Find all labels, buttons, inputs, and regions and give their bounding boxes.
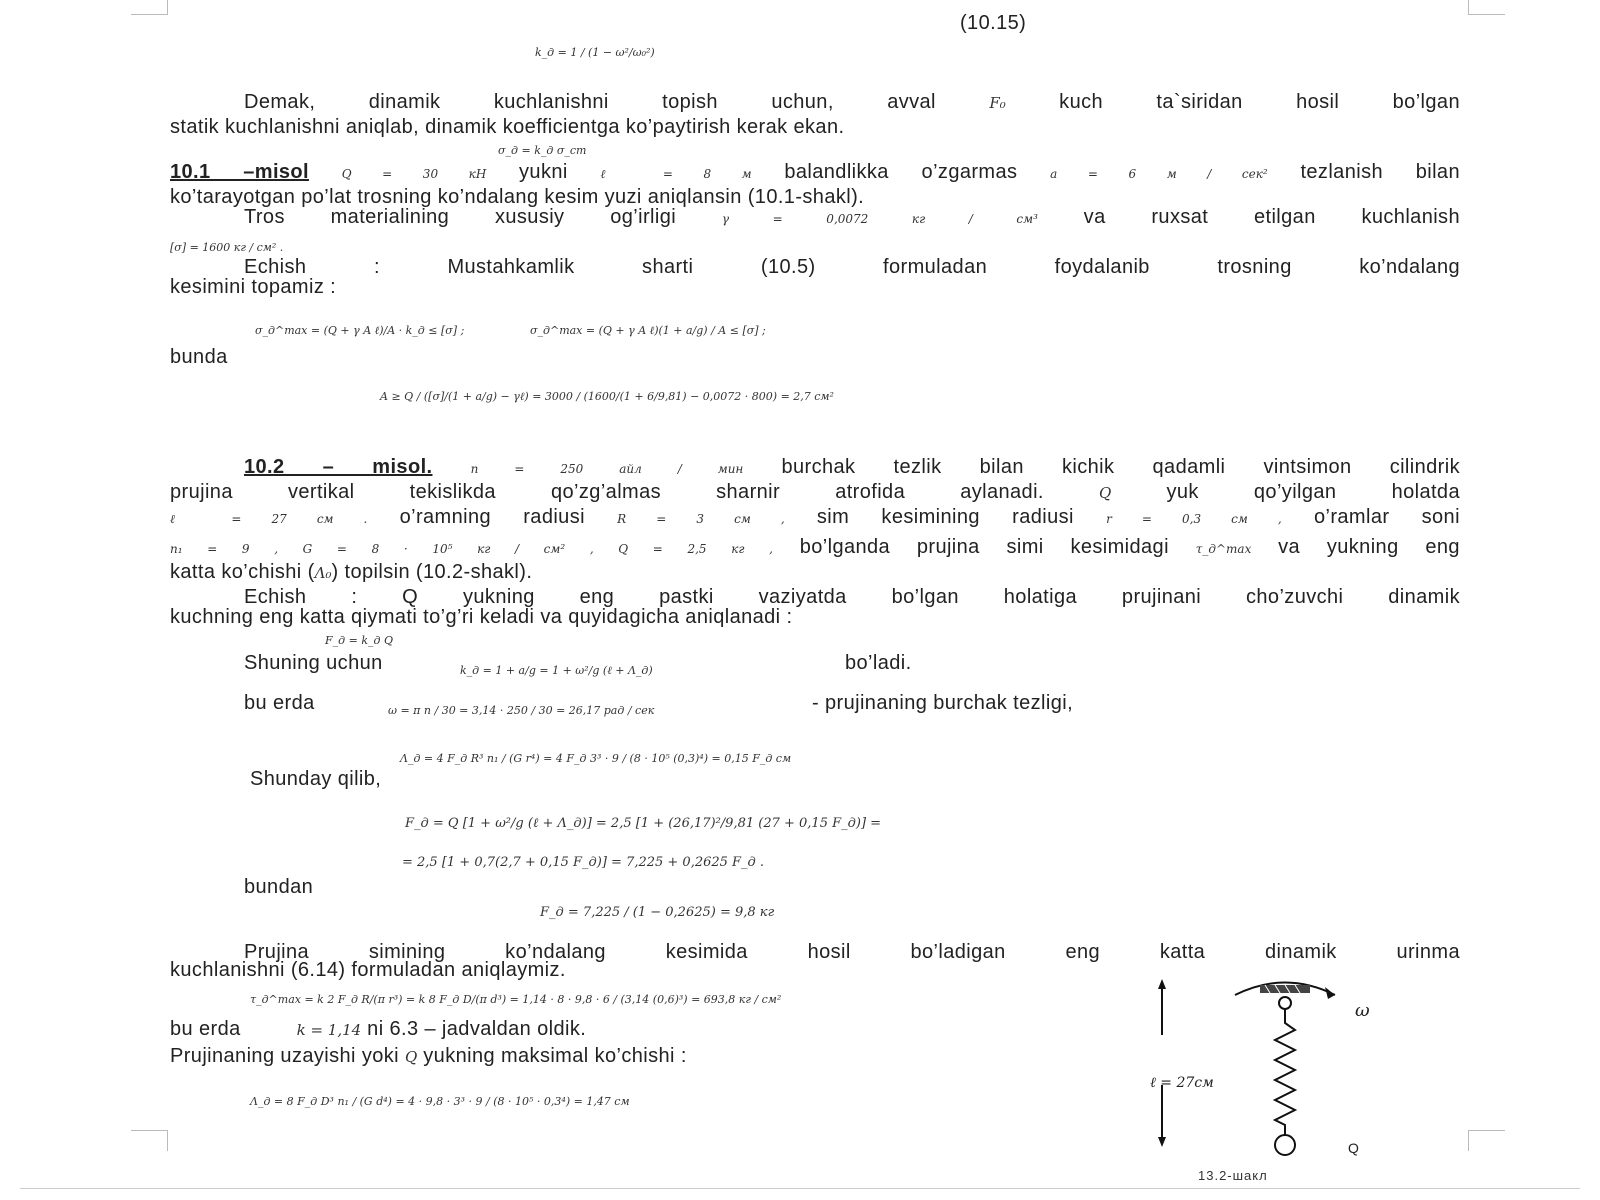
paragraph-prujina-line1: Prujina simining ko’ndalang kesimida hosil bo’ladigan eng katta dinamik urinma bbox=[244, 941, 1460, 963]
text-topilsin: ) topilsin (10.2-shakl). bbox=[331, 561, 533, 583]
example-10-2-line5 bbox=[170, 560, 1460, 586]
example-10-1-line1 bbox=[170, 160, 1460, 187]
formula-Fd-result: F_д = 7,225 / (1 − 0,2625) = 9,8 кг bbox=[540, 905, 775, 920]
formula-Fd-1: F_д = Q [1 + ω²/g (ℓ + Λ_д)] = 2,5 [1 + (26,17)²/9,81 (27 + 0,15 F_д)] = bbox=[405, 816, 882, 831]
formula-area: A ≥ Q / ([σ]/(1 + a/g) − γℓ) = 3000 / (1600/(1 + 6/9,81) − 0,0072 · 800) = 2,7 см² bbox=[380, 390, 834, 403]
formula-Fd-2: = 2,5 [1 + 0,7(2,7 + 0,15 F_д)] = 7,225 + 0,2625 F_д . bbox=[402, 855, 765, 870]
formula-tau: τ_д^max = k 2 F_д R/(π r³) = k 8 F_д D/(π d³) = 1,14 · 8 · 9,8 · 6 / (3,14 (0,6)³) = 693,8 кг / см² bbox=[250, 993, 782, 1006]
formula-n-250: n = 250 айл / мин bbox=[470, 462, 744, 476]
symbol-Q-2: Q bbox=[404, 1048, 418, 1066]
intro-text-b: kuch ta`siridan hosil bo’lgan bbox=[1059, 91, 1460, 113]
figure-omega-label: ω bbox=[1355, 1000, 1370, 1021]
example-10-2-line3 bbox=[170, 505, 1460, 532]
corner-mark-bottom-left bbox=[131, 1130, 168, 1151]
paragraph-intro-line1 bbox=[170, 90, 1460, 116]
text-boladi: bo’ladi. bbox=[845, 652, 912, 674]
formula-R-3: R = 3 см , bbox=[617, 512, 785, 526]
text-yuk-qoyilgan: yuk qo’yilgan holatda bbox=[1166, 481, 1460, 503]
text-bu-erda-k bbox=[170, 1018, 586, 1041]
formula-k-114: k = 1,14 bbox=[296, 1021, 362, 1039]
formula-omega: ω = π n / 30 = 3,14 · 250 / 30 = 26,17 рад / сек bbox=[388, 704, 655, 717]
symbol-tau-max: τ_д^max bbox=[1195, 542, 1252, 556]
text-oramning-radiusi: o’ramning radiusi bbox=[399, 506, 585, 528]
figure-length-label: ℓ = 27см bbox=[1150, 1075, 1214, 1091]
text-balandlikka: balandlikka o’zgarmas bbox=[784, 161, 1018, 183]
formula-lambda-final: Λ_д = 8 F_д D³ n₁ / (G d⁴) = 4 · 9,8 · 3³ · 9 / (8 · 10⁵ · 0,3⁴) = 1,47 см bbox=[250, 1095, 630, 1108]
formula-l-27: ℓ = 27 см . bbox=[170, 512, 368, 526]
formula-strength-2: σ_д^max = (Q + γ A ℓ)(1 + a/g) / A ≤ [σ] ; bbox=[530, 324, 766, 337]
example-10-2-solution-line1: Echish : Q yukning eng pastki vaziyatda bo’lgan holatiga prujinani cho’zuvchi dinamik bbox=[244, 586, 1460, 608]
text-jadvaldan: ni 6.3 – jadvaldan oldik. bbox=[367, 1018, 587, 1040]
equation-number: (10.15) bbox=[960, 12, 1027, 34]
example-10-1-title: 10.1 –misol bbox=[170, 161, 310, 183]
text-tros-material: Tros materialining xususiy og’irligi bbox=[244, 206, 677, 228]
formula-r-03: r = 0,3 см , bbox=[1106, 512, 1282, 526]
text-oramlar-soni: o’ramlar soni bbox=[1313, 506, 1460, 528]
figure-load-label: Q bbox=[1348, 1140, 1360, 1156]
text-bunda: bunda bbox=[170, 346, 228, 368]
text-maksimal-kochishi: yukning maksimal ko’chishi : bbox=[423, 1045, 687, 1067]
formula-l-8: ℓ = 8 м bbox=[600, 167, 752, 181]
formula-Q-30: Q = 30 кН bbox=[341, 167, 487, 181]
text-bu-erda-2: bu erda bbox=[170, 1018, 241, 1040]
example-10-2-line2 bbox=[170, 480, 1460, 506]
formula-strength-1: σ_д^max = (Q + γ A ℓ)/A · k_д ≤ [σ] ; bbox=[255, 324, 465, 337]
text-prujinaning-uzayishi: Prujinaning uzayishi yoki bbox=[170, 1045, 400, 1067]
example-10-1-line2: ko’tarayotgan po’lat trosning ko’ndalang kesim yuzi aniqlansin (10.1-shakl). bbox=[170, 186, 865, 208]
example-10-2-line4 bbox=[170, 535, 1460, 562]
text-katta-kochishi: katta ko’chishi ( bbox=[170, 561, 315, 583]
text-bundan: bundan bbox=[244, 876, 314, 898]
text-burchak-tezligi: - prujinaning burchak tezligi, bbox=[812, 692, 1074, 714]
text-tezlanish: tezlanish bilan bbox=[1300, 161, 1460, 183]
text-shunday-qilib: Shunday qilib, bbox=[250, 768, 382, 790]
example-10-1-line3 bbox=[170, 205, 1460, 232]
formula-params: n₁ = 9 , G = 8 · 10⁵ кг / см² , Q = 2,5 кг , bbox=[170, 542, 773, 556]
corner-mark-top-left bbox=[131, 0, 168, 15]
text-shuning-uchun: Shuning uchun bbox=[244, 652, 383, 674]
intro-text-a: Demak, dinamik kuchlanishni topish uchun, avval bbox=[244, 91, 936, 113]
formula-lambda: Λ_д = 4 F_д R³ n₁ / (G r⁴) = 4 F_д 3³ · 9 / (8 · 10⁵ (0,3)⁴) = 0,15 F_д см bbox=[400, 752, 792, 765]
text-va-yukning: va yukning eng bbox=[1278, 536, 1460, 558]
corner-mark-bottom-right bbox=[1468, 1130, 1505, 1151]
symbol-Q: Q bbox=[1099, 484, 1112, 502]
example-10-2-title: 10.2 – misol. bbox=[244, 456, 433, 478]
text-sim-kesimi: sim kesimining radiusi bbox=[816, 506, 1074, 528]
text-prujina-vertikal: prujina vertikal tekislikda qo’zg’almas sharnir atrofida aylanadi. bbox=[170, 481, 1044, 503]
spring-coil bbox=[1275, 1009, 1295, 1135]
formula-Fd-definition: F_д = k_д Q bbox=[325, 634, 393, 647]
formula-gamma: γ = 0,0072 кг / см³ bbox=[721, 212, 1038, 226]
paragraph-prujina-line2: kuchlanishni (6.14) formuladan aniqlaymiz. bbox=[170, 959, 566, 981]
page-bottom-rule bbox=[20, 1188, 1580, 1189]
example-10-1-solution-line2: kesimini topamiz : bbox=[170, 276, 337, 298]
formula-sigma-dynamic: σ_д = k_д σ_ст bbox=[498, 144, 587, 157]
text-bu-erda: bu erda bbox=[244, 692, 315, 714]
corner-mark-top-right bbox=[1468, 0, 1505, 15]
figure-caption: 13.2-шакл bbox=[1198, 1168, 1268, 1183]
text-burchak-tezlik: burchak tezlik bilan kichik qadamli vintsimon cilindrik bbox=[781, 456, 1460, 478]
load-mass bbox=[1275, 1135, 1295, 1155]
formula-kd-equation: k_д = 1 + a/g = 1 + ω²/g (ℓ + Λ_д) bbox=[460, 664, 653, 677]
text-yukni: yukni bbox=[519, 161, 568, 183]
formula-kd-definition: k_д = 1 / (1 − ω²/ω₀²) bbox=[535, 46, 655, 59]
text-ruxsat: va ruxsat etilgan kuchlanish bbox=[1083, 206, 1460, 228]
text-bolganda: bo’lganda prujina simi kesimidagi bbox=[799, 536, 1169, 558]
example-10-1-solution-line1: Echish : Mustahkamlik sharti (10.5) formuladan foydalanib trosning ko’ndalang bbox=[244, 256, 1460, 278]
length-dimension-arrow bbox=[1158, 979, 1166, 1147]
formula-a-6: a = 6 м / сек² bbox=[1050, 167, 1268, 181]
example-10-2-solution-line2: kuchning eng katta qiymati to’g’ri keladi va quyidagicha aniqlanadi : bbox=[170, 606, 793, 628]
intro-force-symbol: F₀ bbox=[989, 94, 1006, 112]
example-10-2-line1 bbox=[244, 455, 1460, 482]
symbol-lambda: Λ₀ bbox=[314, 564, 332, 582]
formula-sigma-allowable: [σ] = 1600 кг / см² . bbox=[170, 241, 284, 254]
paragraph-intro-line2: statik kuchlanishni aniqlab, dinamik koefficientga ko’paytirish kerak ekan. bbox=[170, 116, 845, 138]
hinge-support bbox=[1235, 983, 1335, 1010]
text-uzayishi-line bbox=[170, 1045, 687, 1068]
